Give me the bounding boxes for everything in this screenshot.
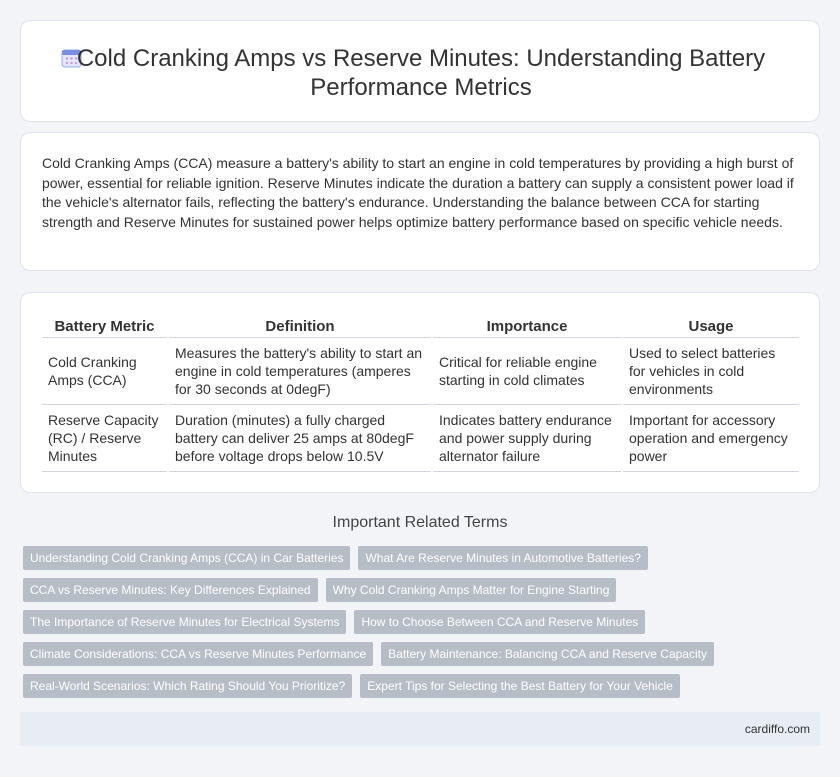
column-header-importance: Importance: [432, 314, 622, 338]
footer: [20, 712, 820, 746]
title-card: [20, 20, 820, 122]
column-header-usage: Usage: [622, 314, 799, 338]
table-cell: Measures the battery's ability to start an engine in cold temperatures (amperes for 30 seconds at 0degF): [168, 338, 432, 405]
related-terms-heading: Important Related Terms: [332, 514, 508, 531]
related-term-link[interactable]: Climate Considerations: CCA vs Reserve Minutes Performance: [23, 642, 373, 666]
page-title-line-1: Cold Cranking Amps vs Reserve Minutes: Understanding Battery: [76, 45, 766, 72]
tag-row: [23, 674, 823, 698]
page-title-line-2: Performance Metrics: [310, 74, 532, 101]
footer-site-link[interactable]: cardiffo.com: [744, 722, 810, 736]
related-term-link[interactable]: Understanding Cold Cranking Amps (CCA) in Car Batteries: [23, 546, 350, 570]
comparison-table: [42, 314, 799, 472]
tag-row: [23, 578, 823, 602]
related-term-link[interactable]: The Importance of Reserve Minutes for Electrical Systems: [23, 610, 346, 634]
table-cell: Used to select batteries for vehicles in cold environments: [622, 338, 799, 405]
related-term-link[interactable]: Battery Maintenance: Balancing CCA and Reserve Capacity: [381, 642, 714, 666]
related-term-link[interactable]: Real-World Scenarios: Which Rating Should You Prioritize?: [23, 674, 352, 698]
related-term-link[interactable]: What Are Reserve Minutes in Automotive Batteries?: [358, 546, 647, 570]
table-cell: Indicates battery endurance and power supply during alternator failure: [432, 405, 622, 472]
related-term-link[interactable]: How to Choose Between CCA and Reserve Minutes: [354, 610, 645, 634]
tag-row: [23, 642, 823, 666]
page-title: [21, 44, 821, 102]
table-header-row: [42, 314, 799, 338]
tag-row: [23, 546, 823, 570]
table-row: [42, 405, 799, 472]
column-header-metric: Battery Metric: [42, 314, 168, 338]
table-row: [42, 338, 799, 405]
related-term-link[interactable]: Expert Tips for Selecting the Best Battery for Your Vehicle: [360, 674, 680, 698]
table-cell: Important for accessory operation and emergency power: [622, 405, 799, 472]
table-cell: Duration (minutes) a fully charged battery can deliver 25 amps at 80degF before voltage drops below 10.5V: [168, 405, 432, 472]
related-terms-list: [23, 546, 823, 706]
table-cell: Critical for reliable engine starting in cold climates: [432, 338, 622, 405]
column-header-definition: Definition: [168, 314, 432, 338]
related-term-link[interactable]: Why Cold Cranking Amps Matter for Engine Starting: [326, 578, 617, 602]
related-term-link[interactable]: CCA vs Reserve Minutes: Key Differences Explained: [23, 578, 318, 602]
table-card: [20, 292, 820, 493]
intro-paragraph: Cold Cranking Amps (CCA) measure a battery's ability to start an engine in cold temperatures by providing a high burst of power, essential for reliable ignition. Reserve Minutes indicate the duration a battery can supply a consistent power load if the vehicle's alternator fails, reflecting the battery's endurance. Understanding the balance between CCA for starting strength and Reserve Minutes for sustained power helps optimize battery performance based on specific vehicle needs.: [42, 155, 794, 230]
table-cell: Reserve Capacity (RC) / Reserve Minutes: [42, 405, 168, 472]
table-cell: Cold Cranking Amps (CCA): [42, 338, 168, 405]
intro-card: [20, 132, 820, 271]
tag-row: [23, 610, 823, 634]
